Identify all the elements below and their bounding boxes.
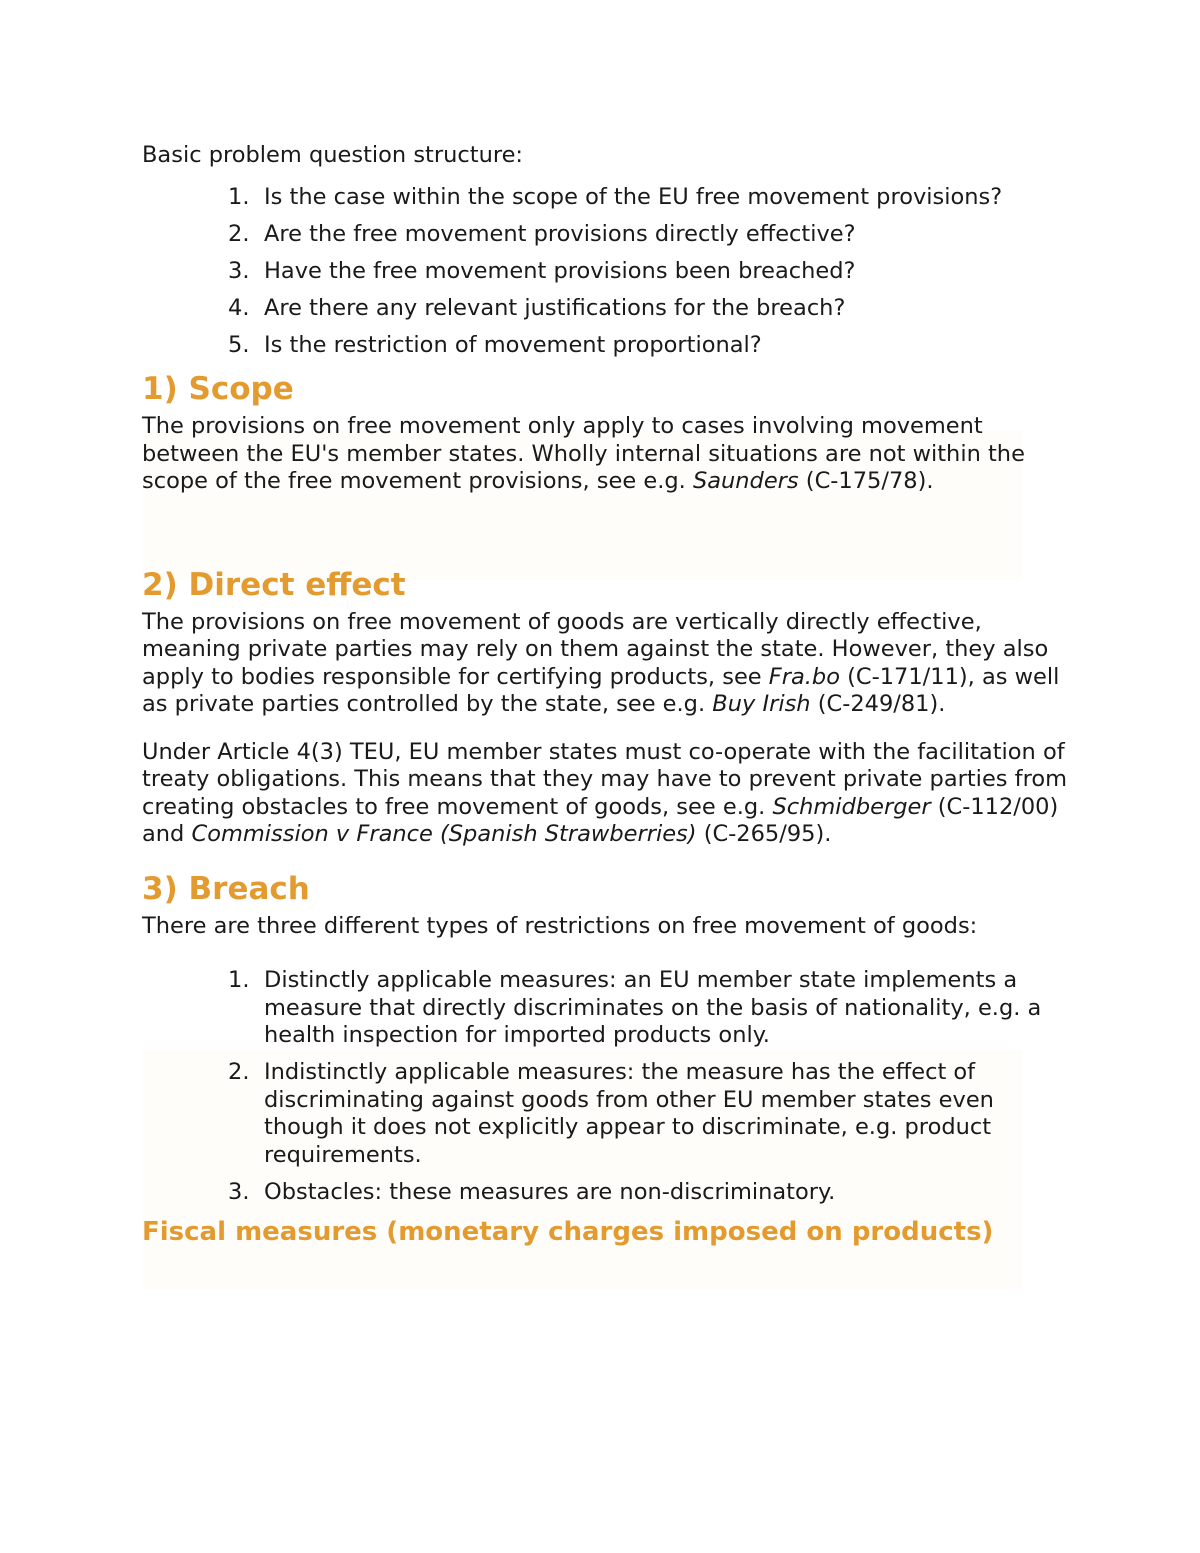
case-citation: (C-175/78). (798, 468, 934, 494)
list-number: 2. (228, 1059, 250, 1085)
list-item (142, 295, 1072, 323)
list-item (142, 258, 1072, 286)
list-item-text: Is the restriction of movement proportional? (264, 332, 762, 358)
paragraph-text: Under Article 4(3) TEU, EU member states must co-operate with the facilitation of treaty obligations. This means that they may have to prevent private parties from creating obstacles to free movement of goods, see e.g. (142, 738, 1068, 820)
case-citation: (C-249/81). (810, 691, 946, 717)
list-number: 5. (228, 332, 250, 358)
case-citation: (C-265/95). (696, 821, 832, 847)
paragraph-text: (C-112/00) and (142, 793, 1059, 847)
list-number: 4. (228, 295, 250, 321)
list-number: 1. (228, 967, 250, 993)
list-number: 3. (228, 258, 250, 284)
direct-effect-paragraph-2 (142, 739, 1072, 849)
question-steps-list (142, 184, 1072, 360)
list-number: 2. (228, 221, 250, 247)
case-name: Schmidberger (772, 793, 931, 820)
list-item (142, 221, 1072, 249)
scope-heading: 1) Scope (142, 371, 294, 407)
list-item-text: Have the free movement provisions been breached? (264, 258, 856, 284)
fiscal-measures-heading: Fiscal measures (monetary charges imposed on products) (142, 1216, 994, 1247)
list-number: 1. (228, 184, 250, 210)
case-name: Buy Irish (712, 691, 811, 717)
list-item (142, 332, 1072, 360)
intro-text: Basic problem question structure: (142, 142, 524, 168)
list-item (142, 184, 1072, 212)
list-number: 3. (228, 1178, 250, 1205)
list-item-text: Indistinctly applicable measures: the measure has the effect of discriminating against goods from other EU member states even though it does not explicitly appear to discriminate, e.g. product requirements. (264, 1059, 994, 1168)
paragraph-text: The provisions on free movement of goods are vertically directly effective, meaning private parties may rely on them against the state. However, they also apply to bodies responsible for certifying products, see (142, 608, 1049, 690)
list-item-text: Distinctly applicable measures: an EU member state implements a measure that directly discriminates on the basis of nationality, e.g. a health inspection for imported products only. (264, 967, 1042, 1048)
breach-types-list (142, 967, 1072, 1206)
direct-effect-paragraph-1 (142, 609, 1072, 719)
direct-effect-heading: 2) Direct effect (142, 566, 406, 603)
list-item-text: Obstacles: these measures are non-discriminatory. (264, 1178, 836, 1205)
paragraph-text: (C-171/11), as well as private parties controlled by the state, see e.g. (142, 663, 1060, 717)
case-name: Fra.bo (768, 663, 840, 690)
case-name: Saunders (692, 468, 799, 494)
list-item-text: Are the free movement provisions directly effective? (264, 221, 856, 247)
list-item-text: Is the case within the scope of the EU free movement provisions? (264, 184, 1003, 210)
scope-paragraph (142, 413, 1072, 496)
case-name: Commission v France (Spanish Strawberries) (191, 821, 697, 847)
document-page (142, 140, 1072, 1248)
breach-heading: 3) Breach (142, 870, 310, 907)
list-item (142, 1059, 1072, 1169)
list-item-text: Are there any relevant justifications for the breach? (264, 295, 846, 321)
list-item (142, 1179, 1072, 1207)
list-item (142, 967, 1072, 1050)
scope-text: The provisions on free movement only apply to cases involving movement between the EU's member states. Wholly internal situations are not within the scope of the free movement provisions, see e.g. (142, 413, 1025, 494)
breach-intro: There are three different types of restrictions on free movement of goods: (142, 912, 978, 939)
